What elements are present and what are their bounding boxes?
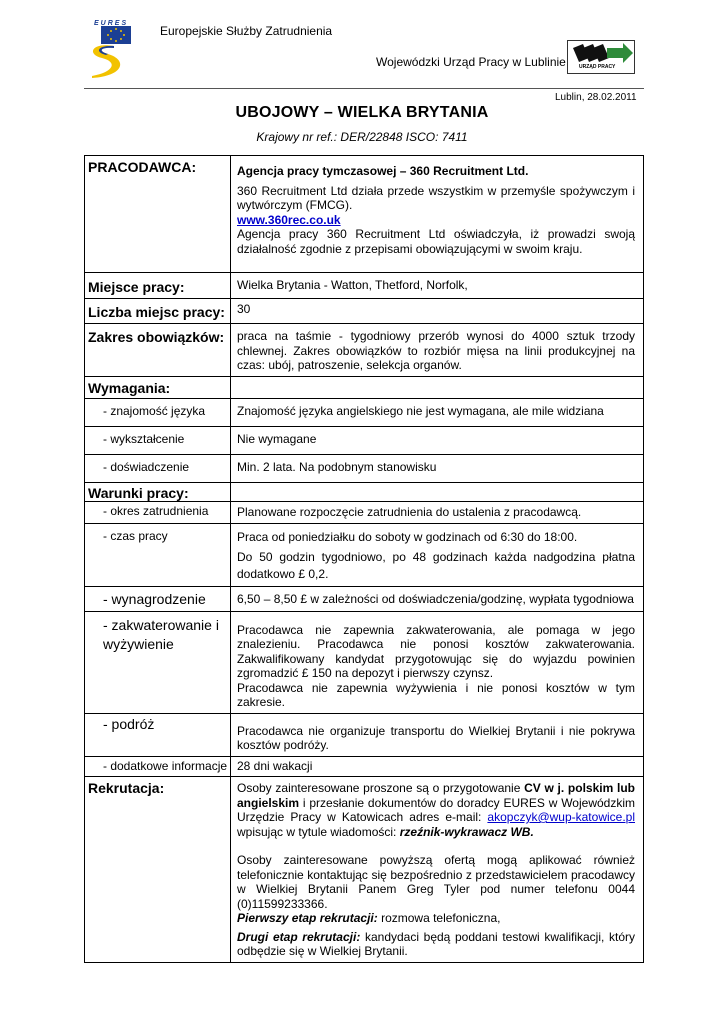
employer-statement: Agencja pracy 360 Recruitment Ltd oświadczyła, iż prowadzi swoją działalność zgodnie z przepisami obowiązującymi w swoim kraju. (237, 227, 635, 256)
workplace-row (85, 273, 644, 299)
recruitment-label: Rekrutacja: (88, 780, 165, 796)
office-name: Wojewódzki Urząd Pracy w Lublinie (376, 55, 566, 69)
period-row (85, 501, 644, 523)
housing-label-2: wyżywienie (103, 635, 174, 652)
employer-description: 360 Recruitment Ltd działa przede wszystkim w przemyśle spożywczym i wytwórczym (FMCG). (237, 183, 635, 212)
conditions-label: Warunki pracy: (88, 484, 189, 501)
page-title: UBOJOWY – WIELKA BRYTANIA (235, 104, 489, 121)
housing-value-1: Pracodawca nie zapewnia zakwaterowania, ale pomaga w jego znalezieniu. Pracodawca nie ponosi kosztów zakwaterowania. Zakwalifikowany kandydat przygotowując się do wyjazdu powinien zgromadzić £ 150 na depozyt i pierwszy czynsz. (237, 622, 635, 680)
experience-row (85, 454, 644, 482)
hours-value-2: Do 50 godzin tygodniowo, po 48 godzinach każda nadgodzina płatna dodatkowo £ 0,2. (237, 549, 635, 581)
duties-row (85, 324, 644, 377)
org-name: Europejskie Służby Zatrudnienia (160, 24, 333, 38)
eures-logo (84, 20, 136, 80)
positions-row (85, 299, 644, 324)
employer-name: Agencja pracy tymczasowej – 360 Recruitment Ltd. (237, 164, 529, 178)
duties-value: praca na taśmie - tygodniowy przerób wynosi do 4000 sztuk trzody chlewnej. Zakres obowiązków to rozbiór mięsa na linii produkcyjnej na czas: ubój, patroszenie, selekcja organów. (237, 329, 635, 372)
urzad-pracy-logo (567, 40, 635, 74)
urzad-pracy-logo-text: URZĄD PRACY (579, 64, 616, 70)
extra-value: 28 dni wakacji (237, 758, 313, 773)
requirements-row (85, 376, 644, 398)
travel-value: Pracodawca nie organizuje transportu do Wielkiej Brytanii i nie pokrywa kosztów podróży. (237, 723, 635, 752)
period-label: - okres zatrudnienia (103, 503, 209, 518)
recruitment-paragraph-2: Osoby zainteresowane powyższą ofertą mogą aplikować również telefonicznie kontaktując się bezpośrednio z przedstawicielem pracodawcy w Wielkiej Brytanii Panem Greg Tyler pod numer telefonu 0044 (0)11599233366. (237, 853, 635, 911)
recruitment-row (85, 777, 644, 963)
positions-label: Liczba miejsc pracy: (88, 304, 225, 320)
housing-label-1: - zakwaterowanie i (103, 616, 219, 633)
duties-label: Zakres obowiązków: (88, 329, 225, 345)
recruitment-stage-1: Pierwszy etap rekrutacji: rozmowa telefoniczna, (237, 911, 501, 925)
employer-label: PRACODAWCA: (88, 159, 197, 175)
salary-row (85, 586, 644, 611)
workplace-label: Miejsce pracy: (88, 279, 185, 295)
conditions-row (85, 482, 644, 501)
offer-table (84, 155, 644, 963)
housing-row (85, 611, 644, 713)
education-value: Nie wymagane (237, 431, 317, 446)
workplace-value: Wielka Brytania - Watton, Thetford, Norfolk, (237, 278, 468, 292)
travel-row (85, 713, 644, 756)
education-label: - wykształcenie (103, 431, 185, 446)
employer-website-link[interactable]: www.360rec.co.uk (237, 212, 341, 227)
salary-value: 6,50 – 8,50 £ w zależności od doświadczenia/godzinę, wypłata tygodniowa (237, 591, 634, 606)
extra-label: - dodatkowe informacje (103, 758, 228, 773)
language-label: - znajomość języka (103, 403, 206, 418)
hours-value-1: Praca od poniedziałku do soboty w godzinach od 6:30 do 18:00. (237, 529, 578, 544)
travel-label: - podróż (103, 715, 155, 732)
reference-number: Krajowy nr ref.: DER/22848 ISCO: 7411 (256, 130, 468, 144)
contact-email-link[interactable]: akopczyk@wup-katowice.pl (487, 810, 635, 824)
document-date: Lublin, 28.02.2011 (555, 92, 637, 103)
cv-requirement: CV w j. polskim lub angielskim (237, 781, 635, 810)
recruitment-stage-2: Drugi etap rekrutacji: kandydaci będą poddani testowi kwalifikacji, który odbędzie się w Wielkiej Brytanii. (237, 929, 635, 958)
period-value: Planowane rozpoczęcie zatrudnienia do ustalenia z pracodawcą. (237, 504, 582, 519)
email-subject: rzeźnik-wykrawacz WB. (399, 824, 534, 839)
experience-label: - doświadczenie (103, 459, 190, 474)
education-row (85, 426, 644, 454)
language-row (85, 398, 644, 426)
recruitment-paragraph-1: Osoby zainteresowane proszone są o przygotowanie CV w j. polskim lub angielskim i przesłanie dokumentów do doradcy EURES w Wojewódzkim Urzędzie Pracy w Katowicach adres e-mail: akopczyk@wup-katowice.pl wpisując w tytule wiadomości: rzeźnik-wykrawacz WB. (237, 781, 635, 839)
salary-label: - wynagrodzenie (103, 590, 206, 607)
positions-value: 30 (237, 302, 251, 316)
eures-logo-graphic (84, 20, 136, 80)
hours-row (85, 523, 644, 586)
language-value: Znajomość języka angielskiego nie jest wymagana, ale mile widziana (237, 403, 604, 418)
employer-row (85, 156, 644, 273)
eures-logo-text: EURES (94, 20, 129, 27)
extra-row (85, 756, 644, 777)
experience-value: Min. 2 lata. Na podobnym stanowisku (237, 459, 437, 474)
requirements-label: Wymagania: (88, 379, 171, 396)
header-divider (84, 88, 644, 89)
housing-value-2: Pracodawca nie zapewnia wyżywienia i nie ponosi kosztów w tym zakresie. (237, 680, 635, 709)
hours-label: - czas pracy (103, 528, 168, 543)
